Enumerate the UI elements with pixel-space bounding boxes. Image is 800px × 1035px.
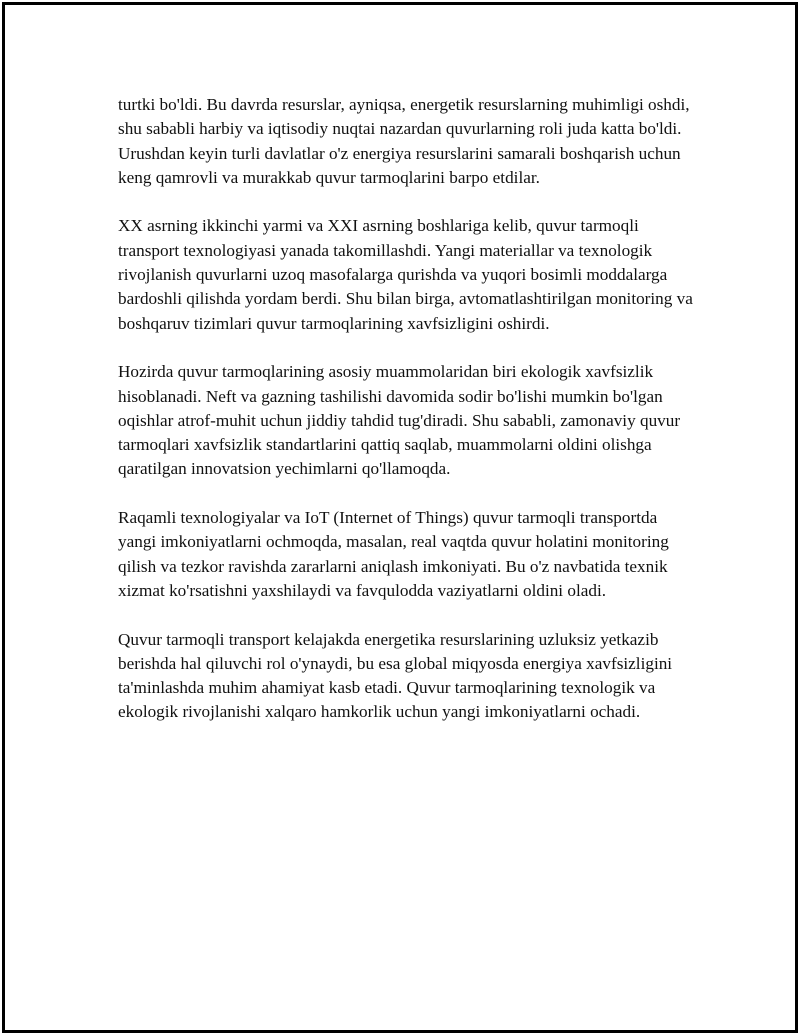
paragraph: Quvur tarmoqli transport kelajakda energetika resurslarining uzluksiz yetkazib berishda hal qiluvchi rol o'ynaydi, bu esa global miqyosda energiya xavfsizligini ta'minlashda muhim ahamiyat kasb etadi. Quvur tarmoqlarining texnologik va ekologik rivojlanishi xalqaro hamkorlik uchun yangi imkoniyatlarni ochadi.	[118, 629, 673, 722]
paragraph: turtki bo'ldi. Bu davrda resurslar, ayniqsa, energetik resurslarning muhimligi oshdi, shu sababli harbiy va iqtisodiy nuqtai nazardan quvurlarning roli juda katta bo'ldi. Urushdan keyin turli davlatlar o'z energiya resurslarini samarali boshqarish uchun keng qamrovli va murakkab quvur tarmoqlarini barpo etdilar.	[118, 95, 690, 187]
paragraph: Raqamli texnologiyalar va IoT (Internet of Things) quvur tarmoqli transportda yangi imkoniyatlarni ochmoqda, masalan, real vaqtda quvur holatini monitoring qilish va tezkor ravishda zararlarni aniqlash imkoniyati. Bu o'z navbatida texnik xizmat ko'rsatishni yaxshilaydi va favqulodda vaziyatlarni oldini oladi.	[118, 508, 669, 600]
paragraph: XX asrning ikkinchi yarmi va XXI asrning boshlariga kelib, quvur tarmoqli transport texnologiyasi yanada takomillashdi. Yangi materiallar va texnologik rivojlanish quvurlarni uzoq masofalarga qurishda va yuqori bosimli moddalarga bardoshli qilishda yordam berdi. Shu bilan birga, avtomatlashtirilgan monitoring va boshqaruv tizimlari quvur tarmoqlarining xavfsizligini oshirdi.	[118, 216, 693, 333]
paragraph: Hozirda quvur tarmoqlarining asosiy muammolaridan biri ekologik xavfsizlik hisoblanadi. Neft va gazning tashilishi davomida sodir bo'lishi mumkin bo'lgan oqishlar atrof-muhit uchun jiddiy tahdid tug'diradi. Shu sababli, zamonaviy quvur tarmoqlari xavfsizlik standartlarini qattiq saqlab, muammolarni oldini olishga qaratilgan innovatsion yechimlarni qo'llamoqda.	[118, 362, 681, 479]
document-body	[118, 93, 698, 749]
